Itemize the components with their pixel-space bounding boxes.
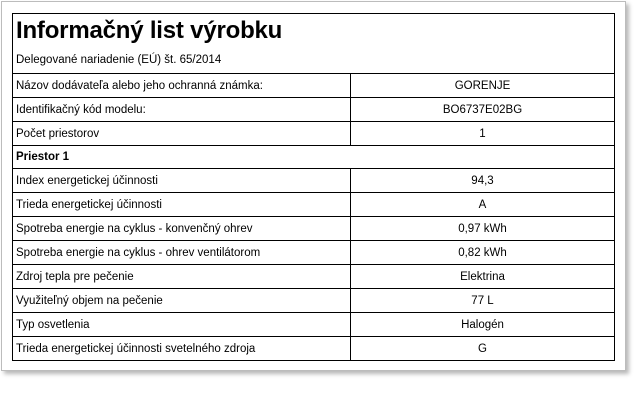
row-label: Index energetickej účinnosti bbox=[13, 169, 351, 192]
product-info-table bbox=[12, 13, 615, 361]
row-value: BO6737E02BG bbox=[442, 103, 523, 116]
row-label: Spotreba energie na cyklus - ohrev ventilátorom bbox=[13, 241, 351, 264]
table-row bbox=[13, 241, 614, 265]
row-label: Názov dodávateľa alebo jeho ochranná známka: bbox=[13, 74, 351, 97]
row-value: 0,82 kWh bbox=[458, 246, 507, 259]
row-value: Elektrina bbox=[460, 270, 505, 283]
row-label: Počet priestorov bbox=[13, 122, 351, 145]
row-label: Trieda energetickej účinnosti bbox=[13, 193, 351, 216]
row-label: Využiteľný objem na pečenie bbox=[13, 289, 351, 312]
row-label: Identifikačný kód modelu: bbox=[13, 98, 351, 121]
row-value: G bbox=[478, 342, 487, 355]
table-row bbox=[13, 337, 614, 361]
table-row bbox=[13, 122, 614, 146]
table-row bbox=[13, 313, 614, 337]
row-value: A bbox=[478, 198, 487, 211]
row-label: Zdroj tepla pre pečenie bbox=[13, 265, 351, 288]
row-label: Typ osvetlenia bbox=[13, 313, 351, 336]
row-label: Spotreba energie na cyklus - konvenčný ohrev bbox=[13, 217, 351, 240]
row-value: 1 bbox=[479, 127, 486, 140]
row-value: 94,3 bbox=[471, 174, 494, 187]
table-row bbox=[13, 193, 614, 217]
title-block bbox=[13, 13, 614, 74]
section-heading: Priestor 1 bbox=[13, 146, 614, 169]
row-value: 77 L bbox=[471, 294, 494, 307]
table-row bbox=[13, 265, 614, 289]
document-title: Informačný list výrobku bbox=[16, 17, 283, 44]
table-row bbox=[13, 289, 614, 313]
table-row bbox=[13, 98, 614, 122]
document-subtitle: Delegované nariadenie (EÚ) št. 65/2014 bbox=[16, 54, 222, 66]
row-value: GORENJE bbox=[454, 79, 511, 92]
row-value: Halogén bbox=[461, 318, 504, 331]
row-label: Trieda energetickej účinnosti svetelného zdroja bbox=[13, 337, 351, 360]
document-page bbox=[1, 1, 626, 371]
table-row bbox=[13, 217, 614, 241]
table-row bbox=[13, 169, 614, 193]
row-value: 0,97 kWh bbox=[458, 222, 507, 235]
table-row bbox=[13, 74, 614, 98]
